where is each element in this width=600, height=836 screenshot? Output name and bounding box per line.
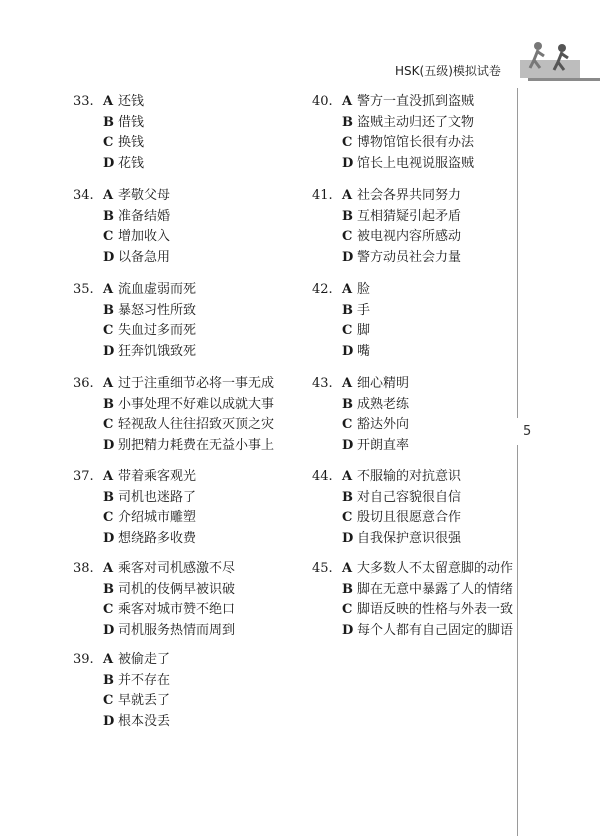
question-item	[312, 467, 461, 549]
option-text: 博物馆馆长很有办法	[357, 135, 475, 150]
option-a	[73, 559, 235, 580]
option-text: 别把精力耗费在无益小事上	[118, 437, 275, 453]
running-figures-icon	[520, 38, 580, 78]
question-item	[312, 92, 474, 174]
option-letter: D	[103, 155, 115, 171]
option-letter: A	[103, 561, 114, 576]
option-text: 不服输的对抗意识	[357, 469, 462, 484]
option-text: 被偷走了	[118, 652, 171, 667]
option-b	[312, 301, 370, 322]
option-c	[73, 691, 170, 712]
option-a	[312, 280, 370, 301]
option-text: 司机的伎俩早被识破	[118, 581, 236, 597]
option-text: 换钱	[118, 135, 145, 150]
option-text: 手	[357, 302, 371, 318]
option-text: 狂奔饥饿致死	[118, 343, 197, 359]
option-d	[312, 248, 461, 269]
option-text: 并不存在	[118, 672, 171, 688]
option-letter: A	[342, 376, 353, 391]
question-number: 42.	[312, 282, 333, 297]
option-text: 失血过多而死	[118, 323, 197, 338]
option-letter: C	[103, 693, 114, 708]
question-item	[73, 280, 196, 362]
option-letter: A	[342, 94, 353, 109]
option-b	[73, 113, 144, 134]
option-letter: B	[103, 581, 114, 597]
question-number: 35.	[73, 282, 94, 297]
option-text: 警方动员社会力量	[357, 249, 462, 265]
option-d	[312, 621, 513, 642]
option-letter: B	[103, 208, 114, 224]
option-text: 乘客对城市赞不绝口	[118, 602, 236, 617]
option-text: 馆长上电视说服盗贼	[357, 155, 475, 171]
option-c	[312, 600, 513, 621]
exam-title: HSK(五级)模拟试卷	[395, 64, 501, 78]
option-letter: A	[103, 94, 114, 109]
right-margin-line	[517, 88, 518, 418]
question-number: 40.	[312, 94, 333, 109]
option-letter: A	[103, 188, 114, 203]
option-letter: D	[342, 343, 354, 359]
option-text: 大多数人不太留意脚的动作	[357, 561, 514, 576]
option-text: 花钱	[118, 155, 145, 171]
question-item	[73, 186, 170, 268]
option-text: 开朗直率	[357, 437, 410, 453]
option-letter: D	[103, 343, 115, 359]
question-item	[73, 467, 196, 549]
option-letter: C	[342, 135, 353, 150]
option-letter: C	[103, 229, 114, 244]
option-d	[73, 248, 170, 269]
option-letter: A	[103, 469, 114, 484]
option-a	[73, 374, 274, 395]
option-text: 脚在无意中暴露了人的情绪	[357, 581, 514, 597]
question-number: 43.	[312, 376, 333, 391]
option-c	[73, 415, 274, 436]
option-text: 过于注重细节必将一事无成	[118, 376, 275, 391]
option-d	[73, 712, 170, 733]
option-b	[73, 395, 274, 416]
option-letter: C	[342, 510, 353, 525]
option-letter: A	[342, 469, 353, 484]
option-letter: C	[342, 417, 353, 432]
option-letter: C	[342, 229, 353, 244]
option-letter: B	[103, 302, 114, 318]
question-number: 38.	[73, 561, 94, 576]
option-d	[312, 342, 370, 363]
question-number: 45.	[312, 561, 333, 576]
option-a	[73, 467, 196, 488]
option-letter: D	[342, 249, 354, 265]
option-text: 根本没丢	[118, 713, 171, 729]
option-text: 孝敬父母	[118, 188, 171, 203]
option-text: 增加收入	[118, 229, 171, 244]
option-b	[73, 488, 196, 509]
option-c	[312, 133, 474, 154]
question-number: 36.	[73, 376, 94, 391]
question-number: 33.	[73, 94, 94, 109]
option-letter: B	[103, 114, 114, 130]
question-item	[73, 374, 274, 456]
option-b	[73, 671, 170, 692]
option-text: 对自己容貌很自信	[357, 489, 462, 505]
question-item	[312, 280, 370, 362]
option-b	[73, 207, 170, 228]
option-c	[73, 321, 196, 342]
option-text: 脸	[357, 282, 371, 297]
option-text: 殷切且很愿意合作	[357, 510, 462, 525]
option-c	[73, 508, 196, 529]
option-letter: D	[342, 155, 354, 171]
option-letter: C	[103, 135, 114, 150]
question-number: 44.	[312, 469, 333, 484]
option-b	[312, 580, 513, 601]
question-item	[312, 374, 409, 456]
option-c	[73, 227, 170, 248]
question-number: 34.	[73, 188, 94, 203]
option-text: 每个人都有自己固定的脚语	[357, 622, 514, 638]
option-text: 脚	[357, 323, 371, 338]
option-letter: A	[103, 376, 114, 391]
option-letter: C	[103, 602, 114, 617]
option-letter: B	[103, 672, 114, 688]
option-text: 早就丢了	[118, 693, 171, 708]
question-number: 39.	[73, 652, 94, 667]
option-text: 成熟老练	[357, 396, 410, 412]
question-item	[73, 92, 144, 174]
option-c	[312, 508, 461, 529]
option-letter: B	[342, 396, 353, 412]
option-b	[73, 580, 235, 601]
option-text: 细心精明	[357, 376, 410, 391]
option-text: 盗贼主动归还了文物	[357, 114, 475, 130]
option-d	[312, 529, 461, 550]
option-letter: C	[342, 323, 353, 338]
option-letter: D	[342, 622, 354, 638]
option-text: 小事处理不好难以成就大事	[118, 396, 275, 412]
option-d	[312, 154, 474, 175]
option-letter: D	[342, 530, 354, 546]
option-letter: D	[103, 249, 115, 265]
option-text: 带着乘客观光	[118, 469, 197, 484]
option-a	[73, 186, 170, 207]
option-text: 以备急用	[118, 249, 171, 265]
option-letter: D	[103, 713, 115, 729]
option-text: 借钱	[118, 114, 145, 130]
option-a	[312, 559, 513, 580]
option-b	[312, 113, 474, 134]
option-b	[312, 207, 461, 228]
option-b	[312, 395, 409, 416]
option-letter: B	[103, 489, 114, 505]
option-letter: C	[103, 323, 114, 338]
option-c	[312, 415, 409, 436]
option-text: 豁达外向	[357, 417, 410, 432]
question-item	[73, 650, 170, 732]
option-a	[73, 280, 196, 301]
right-margin-line	[517, 445, 518, 836]
option-letter: D	[103, 530, 115, 546]
option-text: 还钱	[118, 94, 145, 109]
question-number: 41.	[312, 188, 333, 203]
option-c	[73, 600, 235, 621]
option-letter: A	[342, 188, 353, 203]
option-a	[73, 650, 170, 671]
option-letter: D	[342, 437, 354, 453]
option-letter: B	[342, 489, 353, 505]
option-letter: B	[342, 302, 353, 318]
option-a	[312, 92, 474, 113]
option-text: 介绍城市雕塑	[118, 510, 197, 525]
option-letter: B	[342, 581, 353, 597]
option-d	[312, 436, 409, 457]
option-c	[312, 227, 461, 248]
option-letter: C	[103, 417, 114, 432]
header-rule	[528, 78, 600, 81]
option-letter: A	[342, 282, 353, 297]
option-text: 脚语反映的性格与外表一致	[357, 602, 514, 617]
option-d	[73, 342, 196, 363]
option-text: 轻视敌人往往招致灭顶之灾	[118, 417, 275, 432]
option-b	[312, 488, 461, 509]
option-c	[312, 321, 370, 342]
option-letter: A	[103, 282, 114, 297]
option-letter: A	[103, 652, 114, 667]
option-d	[73, 529, 196, 550]
option-text: 准备结婚	[118, 208, 171, 224]
option-letter: B	[103, 396, 114, 412]
option-text: 司机也迷路了	[118, 489, 197, 505]
option-letter: A	[342, 561, 353, 576]
option-text: 流血虚弱而死	[118, 282, 197, 297]
option-text: 司机服务热情而周到	[118, 622, 236, 638]
option-letter: D	[103, 622, 115, 638]
option-letter: C	[342, 602, 353, 617]
option-a	[312, 374, 409, 395]
option-text: 嘴	[357, 343, 371, 359]
option-text: 被电视内容所感动	[357, 229, 462, 244]
question-item	[312, 559, 513, 641]
option-c	[73, 133, 144, 154]
question-item	[312, 186, 461, 268]
option-a	[312, 186, 461, 207]
option-text: 警方一直没抓到盗贼	[357, 94, 475, 109]
option-text: 互相猜疑引起矛盾	[357, 208, 462, 224]
option-a	[73, 92, 144, 113]
option-text: 想绕路多收费	[118, 530, 197, 546]
option-b	[73, 301, 196, 322]
option-d	[73, 621, 235, 642]
option-letter: D	[103, 437, 115, 453]
option-text: 暴怒习性所致	[118, 302, 197, 318]
option-letter: B	[342, 208, 353, 224]
option-text: 社会各界共同努力	[357, 188, 462, 203]
option-letter: C	[103, 510, 114, 525]
option-text: 自我保护意识很强	[357, 530, 462, 546]
page-number: 5	[523, 424, 532, 439]
option-letter: B	[342, 114, 353, 130]
question-number: 37.	[73, 469, 94, 484]
option-a	[312, 467, 461, 488]
option-d	[73, 154, 144, 175]
option-d	[73, 436, 274, 457]
question-item	[73, 559, 235, 641]
option-text: 乘客对司机感激不尽	[118, 561, 236, 576]
